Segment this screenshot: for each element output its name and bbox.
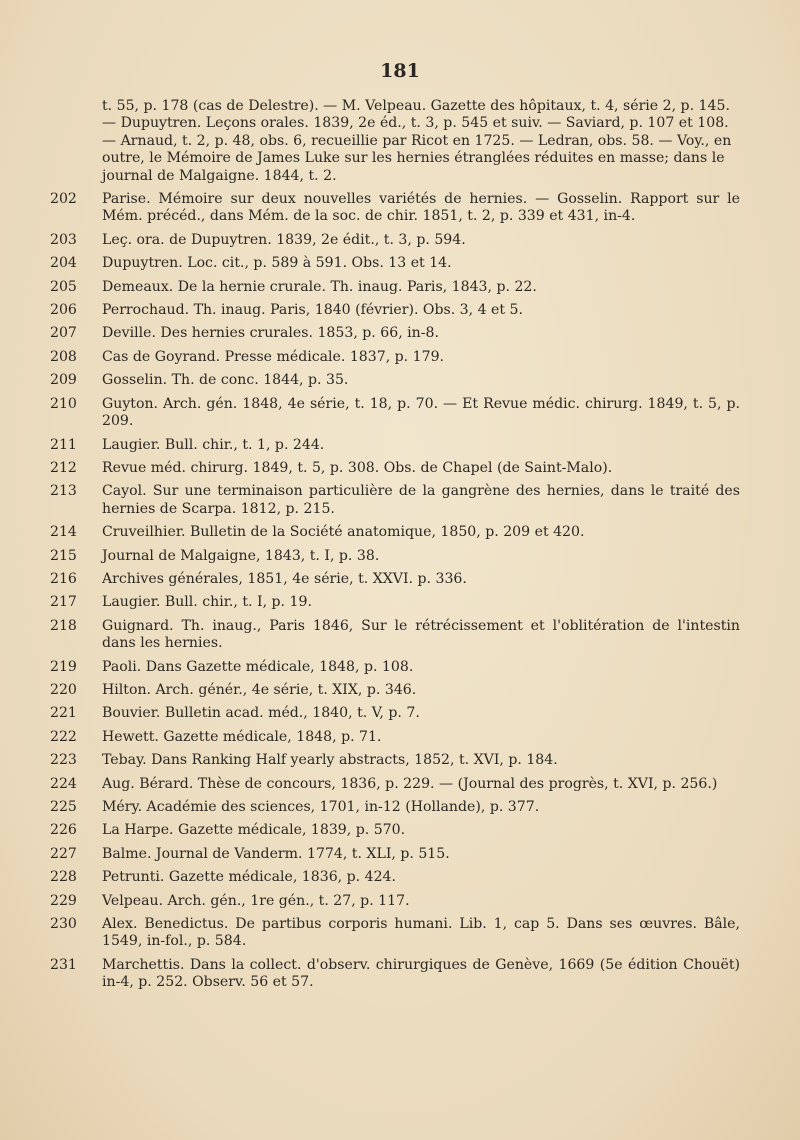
reference-number: 216	[50, 570, 77, 587]
reference-item	[50, 752, 740, 769]
reference-item	[50, 659, 740, 676]
reference-number: 205	[50, 278, 77, 295]
reference-number: 231	[50, 956, 77, 973]
reference-number: 221	[50, 705, 77, 722]
reference-number: 215	[50, 547, 77, 564]
reference-number: 217	[50, 594, 77, 611]
reference-item	[50, 869, 740, 886]
reference-item	[50, 893, 740, 910]
reference-item	[50, 191, 740, 226]
reference-item	[50, 618, 740, 653]
reference-text: Marchettis. Dans la collect. d'observ. chirurgiques de Genève, 1669 (5e édition Chouët) in-4, p. 252. Observ. 56 et 57.	[102, 956, 740, 991]
reference-text: Tebay. Dans Ranking Half yearly abstracts, 1852, t. XVI, p. 184.	[102, 752, 558, 769]
reference-list	[50, 98, 740, 998]
reference-number: 225	[50, 799, 77, 815]
reference-number: 211	[50, 436, 77, 453]
reference-text: Cruveilhier. Bulletin de la Société anatomique, 1850, p. 209 et 420.	[102, 524, 585, 541]
reference-text: Gosselin. Th. de conc. 1844, p. 35.	[102, 372, 349, 389]
reference-number: 223	[50, 752, 77, 769]
reference-number: 212	[50, 459, 77, 476]
reference-text: Deville. Des hernies crurales. 1853, p. 66, in-8.	[102, 325, 439, 342]
reference-number: 230	[50, 916, 77, 933]
reference-text: Cayol. Sur une terminaison particulière de la gangrène des hernies, dans le traité des hernies de Scarpa. 1812, p. 215.	[102, 483, 740, 517]
reference-item	[50, 729, 740, 746]
reference-number: 207	[50, 325, 77, 342]
reference-text: Velpeau. Arch. gén., 1re gén., t. 27, p. 117.	[102, 892, 410, 909]
reference-number: 222	[50, 728, 77, 745]
reference-text: Laugier. Bull. chir., t. 1, p. 244.	[102, 436, 325, 453]
reference-number: 213	[50, 483, 77, 500]
reference-item	[50, 916, 740, 951]
reference-item	[50, 822, 740, 839]
reference-number: 214	[50, 524, 77, 541]
reference-item	[50, 594, 740, 611]
reference-number: 210	[50, 395, 77, 412]
reference-text: Petrunti. Gazette médicale, 1836, p. 424.	[102, 869, 396, 886]
reference-number: 204	[50, 255, 77, 272]
reference-number: 209	[50, 372, 77, 389]
reference-text: t. 55, p. 178 (cas de Delestre). — M. Velpeau. Gazette des hôpitaux, t. 4, série 2, p. 145. — Dupuytren. Leçons orales. 1839, 2e éd., t. 3, p. 545 et suiv. — Saviard, p. 107 et 108. — Arnaud, t. 2, p. 48, obs. 6, recueillie par Ricot en 1725. — Ledran, obs. 58. — Voy., en outre, le Mémoire de James Luke sur les hernies étranglées réduites en masse; dans le journal de Malgaigne. 1844, t. 2.	[102, 98, 732, 184]
reference-text: Laugier. Bull. chir., t. I, p. 19.	[102, 594, 312, 611]
reference-item	[50, 302, 740, 319]
reference-text: Cas de Goyrand. Presse médicale. 1837, p. 179.	[102, 348, 445, 365]
reference-item	[50, 776, 740, 793]
reference-text: La Harpe. Gazette médicale, 1839, p. 570.	[102, 822, 406, 839]
reference-text: Bouvier. Bulletin acad. méd., 1840, t. V, p. 7.	[102, 705, 420, 722]
reference-text: Alex. Benedictus. De partibus corporis humani. Lib. 1, cap 5. Dans ses œuvres. Bâle, 1549, in-fol., p. 584.	[102, 916, 740, 950]
reference-item	[50, 279, 740, 296]
reference-text: Guyton. Arch. gén. 1848, 4e série, t. 18, p. 70. — Et Revue médic. chirurg. 1849, t. 5, p. 209.	[102, 395, 740, 430]
reference-item	[50, 372, 740, 389]
reference-item	[50, 682, 740, 699]
reference-text: Aug. Bérard. Thèse de concours, 1836, p. 229. — (Journal des progrès, t. XVI, p. 256.)	[102, 775, 718, 792]
reference-number: 208	[50, 348, 77, 365]
reference-item	[50, 98, 740, 185]
reference-number: 226	[50, 822, 77, 839]
reference-item	[50, 846, 740, 863]
reference-text: Archives générales, 1851, 4e série, t. XXVI. p. 336.	[102, 570, 467, 587]
reference-item	[50, 325, 740, 342]
reference-number: 229	[50, 892, 77, 909]
reference-text: Hilton. Arch. génér., 4e série, t. XIX, p. 346.	[102, 681, 417, 698]
reference-number: 220	[50, 681, 77, 698]
reference-item	[50, 437, 740, 454]
reference-item	[50, 232, 740, 249]
reference-text: Guignard. Th. inaug., Paris 1846, Sur le rétrécissement et l'oblitération de l'intestin dans les hernies.	[102, 617, 740, 652]
reference-item	[50, 255, 740, 272]
reference-item	[50, 799, 740, 816]
reference-number: 218	[50, 617, 77, 634]
reference-text: Demeaux. De la hernie crurale. Th. inaug. Paris, 1843, p. 22.	[102, 278, 537, 295]
reference-item	[50, 957, 740, 992]
reference-text: Méry. Académie des sciences, 1701, in-12 (Hollande), p. 377.	[102, 799, 540, 815]
reference-text: Journal de Malgaigne, 1843, t. I, p. 38.	[102, 547, 380, 564]
reference-item	[50, 396, 740, 431]
reference-text: Balme. Journal de Vanderm. 1774, t. XLI, p. 515.	[102, 845, 450, 862]
reference-text: Parise. Mémoire sur deux nouvelles variétés de hernies. — Gosselin. Rapport sur le Mém. précéd., dans Mém. de la soc. de chir. 1851, t. 2, p. 339 et 431, in-4.	[102, 191, 740, 225]
reference-text: Dupuytren. Loc. cit., p. 589 à 591. Obs. 13 et 14.	[102, 255, 452, 272]
reference-text: Hewett. Gazette médicale, 1848, p. 71.	[102, 728, 382, 745]
reference-item	[50, 705, 740, 722]
reference-item	[50, 524, 740, 541]
reference-item	[50, 548, 740, 565]
reference-item	[50, 571, 740, 588]
reference-number: 224	[50, 775, 77, 792]
reference-item	[50, 483, 740, 518]
reference-number: 202	[50, 191, 77, 208]
page-number: 181	[380, 60, 420, 82]
reference-text: Perrochaud. Th. inaug. Paris, 1840 (février). Obs. 3, 4 et 5.	[102, 302, 523, 319]
reference-text: Paoli. Dans Gazette médicale, 1848, p. 108.	[102, 658, 414, 675]
reference-number: 203	[50, 231, 77, 248]
reference-number: 219	[50, 658, 77, 675]
reference-number: 206	[50, 302, 77, 319]
reference-item	[50, 349, 740, 366]
reference-number: 227	[50, 845, 77, 862]
reference-item	[50, 460, 740, 477]
reference-number: 228	[50, 869, 77, 886]
reference-text: Revue méd. chirurg. 1849, t. 5, p. 308. Obs. de Chapel (de Saint-Malo).	[102, 459, 613, 476]
reference-text: Leç. ora. de Dupuytren. 1839, 2e édit., t. 3, p. 594.	[102, 231, 466, 248]
